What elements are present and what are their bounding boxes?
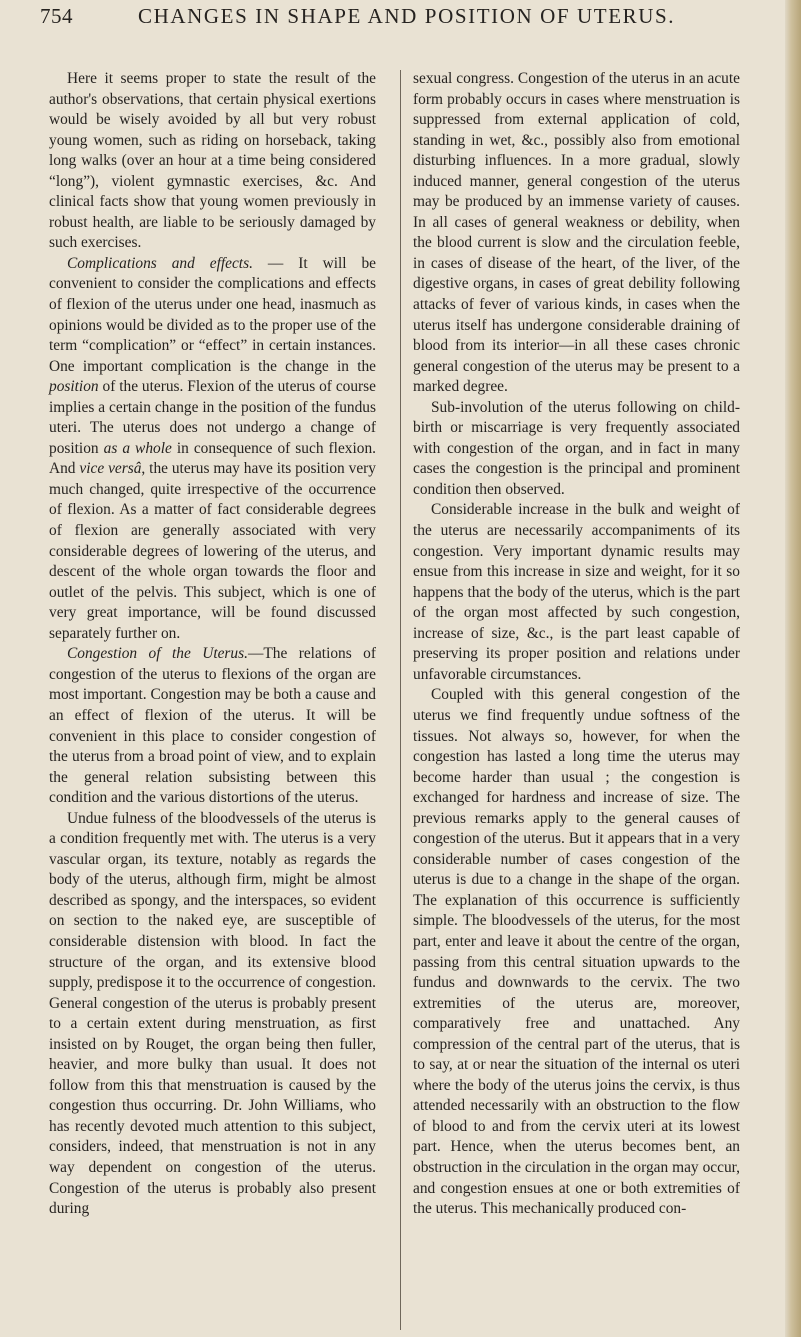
- paragraph-sexual-congress: sexual congress. Congestion of the uterus in an acute form probably occurs in cases where menstruation is suppressed from external application of cold, standing in wet, &c., possibly also from emotional disturbing influences. In a more gradual, slowly induced manner, general congestion of the uterus may be produced by an immense variety of causes. In all cases of general weakness or debility, when the blood current is slow and the circulation feeble, in cases of disease of the heart, of the liver, of the digestive organs, in cases of great debility following attacks of fever of various kinds, in cases when the uterus itself has undergone considerable draining of blood from its interior—in all these cases chronic general congestion of the uterus may be present to a marked degree.: [413, 70, 740, 396]
- paragraph-congestion: [49, 644, 376, 808]
- running-header: [40, 4, 770, 32]
- emphasis-as-a-whole: as a whole: [103, 439, 172, 457]
- right-column: [413, 69, 740, 1220]
- paragraph-softness: Coupled with this general congestion of the uterus we find frequently undue softness of the tissues. Not always so, however, for when the congestion has lasted a long time the uterus may become harder than usual ; the congestion is exchanged for hardness and increase of size. The previous remarks apply to the general causes of congestion of the uterus. But it appears that in a very considerable number of cases congestion of the uterus is due to a change in the shape of the organ. The explanation of this occurrence is sufficiently simple. The bloodvessels of the uterus, for the most part, enter and leave it about the centre of the organ, passing from this central situation upwards to the fundus and downwards to the cervix. The two extremities of the uterus are, moreover, comparatively free and unattached. Any compression of the central part of the uterus, that is to say, at or near the situation of the internal os uteri where the body of the uterus joins the cervix, is thus attended necessarily with an obstruction to the flow of blood to and from the cervix uteri at its lowest part. Hence, when the uterus becomes bent, an obstruction in the circulation in the organ may occur, and congestion ensues at one or both extremities of the uterus. This mechanically produced con-: [413, 686, 740, 1218]
- page-edge-shadow: [785, 0, 801, 1337]
- text-segment: —The relations of congestion of the uterus to flexions of the organ are most important. Congestion may be both a cause and an effect of flexion of the uterus. It will be convenient in this place to consider congestion of the uterus from a broad point of view, and to explain the general relation subsisting between this condition and the various distortions of the uterus.: [49, 645, 376, 807]
- heading-congestion: Congestion of the Uterus.: [67, 645, 248, 663]
- paragraph-sub-involution: Sub-involution of the uterus following on child-birth or miscarriage is very frequently associated with congestion of the organ, and in fact in many cases the congestion is the principal and prominent condition then observed.: [413, 398, 740, 498]
- text-segment: in consequence of such flexion. And: [49, 439, 376, 478]
- paragraph-bloodvessels: Undue fulness of the bloodvessels of the uterus is a condition frequently met with. The uterus is a very vascular organ, its texture, notably as regards the body of the uterus, although firm, might be almost described as spongy, and the interspaces, so evident on section to the naked eye, are susceptible of considerable distension with blood. In fact the structure of the organ, and its extensive blood supply, predispose it to the occurrence of congestion. General congestion of the uterus is probably present to a certain extent during menstruation, as first insisted on by Rouget, the organ being then fuller, heavier, and more bulky than usual. It does not follow from this that menstruation is caused by the congestion thus occurring. Dr. John Williams, who has recently devoted much attention to this subject, considers, indeed, that menstruation is not in any way dependent on congestion of the uterus. Congestion of the uterus is probably also present during: [49, 809, 376, 1218]
- emphasis-vice-versa: vice versâ: [79, 460, 142, 478]
- running-title: CHANGES IN SHAPE AND POSITION OF UTERUS.: [138, 4, 676, 28]
- text-segment: , the uterus may have its position very much changed, quite irrespective of the occurrence of flexion. As a matter of fact considerable degrees of flexion are generally associated with very considerable degrees of lowering of the uterus, and descent of the whole organ towards the floor and outlet of the pelvis. This subject, which is one of very great importance, will be found discussed separately further on.: [49, 460, 376, 642]
- column-divider: [400, 70, 401, 1330]
- paragraph-exertions: Here it seems proper to state the result of the author's observations, that certain physical exertions would be wisely avoided by all but very robust young women, such as riding on horseback, taking long walks (over an hour at a time being considered “long”), violent gymnastic exercises, &c. And clinical facts show that young women previously in robust health, are liable to be seriously damaged by such exercises.: [49, 70, 376, 252]
- heading-complications: Complications and effects.: [67, 254, 253, 272]
- emphasis-position: position: [49, 378, 99, 396]
- text-segment: of the uterus. Flexion of the uterus of course implies a certain change in the position of the fundus uteri. The uterus does not undergo a change of position: [49, 378, 376, 457]
- text-segment: — It will be convenient to consider the complications and effects of flexion of the uterus under one head, inasmuch as opinions would be divided as to the proper use of the term “complication” or “effect” in certain instances. One important complication is the change in the: [49, 254, 376, 375]
- paragraph-complications: [49, 254, 376, 644]
- paragraph-bulk-weight: Considerable increase in the bulk and weight of the uterus are necessarily accompaniments of its congestion. Very important dynamic results may ensue from this increase in size and weight, for it so happens that the body of the uterus, which is the part of the organ most affected by such congestion, increase of size, &c., is the part least capable of preserving its proper position and relations under unfavorable circumstances.: [413, 501, 740, 683]
- left-column: [49, 69, 376, 1220]
- page-number: 754: [40, 4, 73, 28]
